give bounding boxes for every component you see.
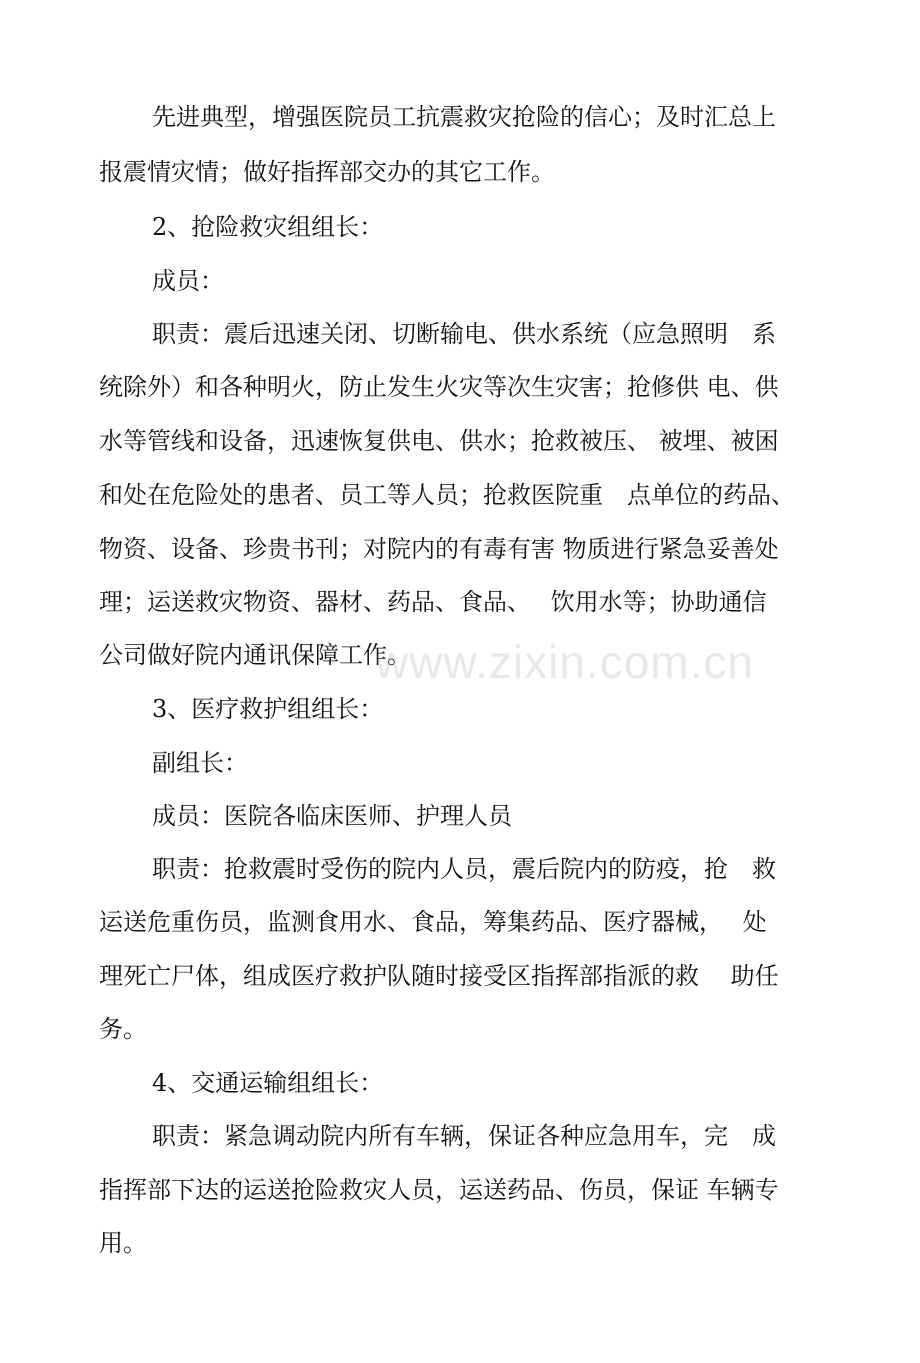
text-line-9: 物资、设备、珍贵书刊；对院内的有毒有害 物质进行紧急妥善处: [99, 535, 779, 563]
text-line-8: 和处在危险处的患者、员工等人员；抢救医院重 点单位的药品、: [99, 481, 795, 509]
deputy-leader-label-3: 副组长：: [152, 749, 248, 777]
text-line-15: 职责：抢救震时受伤的院内人员，震后院内的防疫，抢 救: [152, 855, 776, 883]
text-line-20: 职责：紧急调动院内所有车辆，保证各种应急用车，完 成: [152, 1122, 776, 1150]
text-line-21: 指挥部下达的运送抢险救灾人员，运送药品、伤员，保证 车辆专: [99, 1176, 779, 1204]
section-heading-2: 2、抢险救灾组组长：: [152, 213, 384, 241]
text-line-17: 理死亡尸体，组成医疗救护队随时接受区指挥部指派的救 助任: [99, 962, 779, 990]
text-line-7: 水等管线和设备，迅速恢复供电、供水；抢救被压、 被埋、被困: [99, 427, 779, 455]
text-line-16: 运送危重伤员，监测食用水、食品，筹集药品、医疗器械， 处: [99, 908, 767, 936]
text-line-18: 务。: [99, 1015, 147, 1043]
section-heading-4: 4、交通运输组组长：: [152, 1069, 384, 1097]
members-line-3: 成员：医院各临床医师、护理人员: [152, 802, 512, 830]
text-line-2: 报震情灾情；做好指挥部交办的其它工作。: [99, 158, 555, 186]
text-line-1: 先进典型，增强医院员工抗震救灾抢险的信心；及时汇总上: [152, 103, 776, 131]
members-label-2: 成员：: [152, 267, 224, 295]
watermark: www.zixin.com.cn: [375, 636, 754, 688]
text-line-22: 用。: [99, 1229, 147, 1257]
text-line-5: 职责：震后迅速关闭、切断输电、供水系统（应急照明 系: [152, 320, 776, 348]
text-line-6: 统除外）和各种明火，防止发生火灾等次生灾害；抢修供 电、供: [99, 373, 779, 401]
text-line-10: 理；运送救灾物资、器材、药品、食品、 饮用水等；协助通信: [99, 588, 767, 616]
text-line-11: 公司做好院内通讯保障工作。: [99, 641, 411, 669]
section-heading-3: 3、医疗救护组组长：: [152, 695, 384, 723]
